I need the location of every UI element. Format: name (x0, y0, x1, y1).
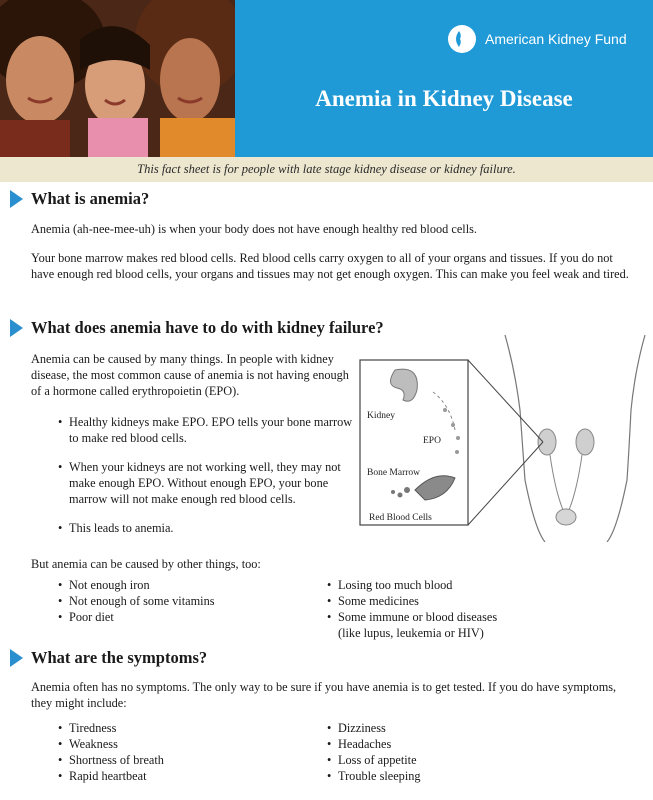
family-photo (0, 0, 235, 157)
kidney-left-icon (538, 429, 556, 455)
list-item: • Tiredness (58, 720, 313, 736)
kidney-logo-icon (447, 24, 477, 54)
list-item: • Not enough of some vitamins (58, 593, 313, 609)
epo-diagram (355, 330, 653, 542)
brand-logo (447, 24, 627, 54)
audience-note: This fact sheet is for people with late stage kidney disease or kidney failure. (0, 157, 653, 182)
list-item: • Shortness of breath (58, 752, 313, 768)
other-causes-intro: But anemia can be caused by other things, too: (31, 557, 261, 571)
list-item: • Losing too much blood (327, 577, 627, 593)
epo-label: EPO (423, 436, 441, 446)
symptoms-intro: Anemia often has no symptoms. The only way to be sure if you have anemia is to get tested. If you do have symptoms, they might include: (31, 680, 617, 710)
list-item: • Rapid heartbeat (58, 768, 313, 784)
bone-marrow-label: Bone Marrow (367, 468, 421, 478)
epo-drop-icon (451, 423, 455, 427)
kidney-bullet: • This leads to anemia. (58, 520, 359, 536)
list-item: • Trouble sleeping (327, 768, 627, 784)
list-item: • Poor diet (58, 609, 313, 625)
list-item: • Dizziness (327, 720, 627, 736)
triangle-bullet-icon (10, 649, 23, 667)
kidney-label: Kidney (367, 411, 395, 421)
family-photo-illustration (0, 0, 235, 157)
triangle-bullet-icon (10, 190, 23, 208)
bladder-icon (556, 509, 576, 525)
list-item: • Some medicines (327, 593, 627, 609)
other-causes-list-left (58, 577, 313, 625)
kidney-intro: Anemia can be caused by many things. In people with kidney disease, the most common cause of anemia is not having enough of a hormone called erythropoietin (EPO). (31, 352, 349, 398)
list-item: • Loss of appetite (327, 752, 627, 768)
list-item: • Not enough iron (58, 577, 313, 593)
kidney-bullet: • Healthy kidneys make EPO. EPO tells your bone marrow to make red blood cells. (58, 414, 359, 446)
symptoms-list-left (58, 720, 313, 784)
list-item: • Headaches (327, 736, 627, 752)
list-item: • Some immune or blood diseases (like lupus, leukemia or HIV) (327, 609, 518, 641)
other-causes-list-right (327, 577, 627, 641)
anemia-explanation: Your bone marrow makes red blood cells. Red blood cells carry oxygen to all of your organs and tissues. If you do not have enough red blood cells, your organs and tissues may not get enough oxygen. This can make you feel weak and tired. (31, 251, 629, 281)
section-heading-kidney-failure (10, 318, 384, 338)
kidney-bullet: • When your kidneys are not working well, they may not make enough EPO. Without enough EPO, your bone marrow will not make enough red blood cells. (58, 459, 359, 507)
rbc-label: Red Blood Cells (369, 513, 432, 523)
section-heading-what-is-anemia (10, 189, 149, 209)
anemia-definition: Anemia (ah-nee-mee-uh) is when your body does not have enough healthy red blood cells. (31, 222, 477, 236)
header-banner (0, 0, 653, 157)
kidney-right-icon (576, 429, 594, 455)
epo-drop-icon (443, 408, 447, 412)
page-title: Anemia in Kidney Disease (315, 86, 573, 111)
triangle-bullet-icon (10, 319, 23, 337)
section-title: What are the symptoms? (31, 648, 208, 667)
epo-drop-icon (455, 450, 459, 454)
epo-drop-icon (456, 436, 460, 440)
section-title: What does anemia have to do with kidney failure? (31, 318, 384, 337)
symptoms-list-right (327, 720, 627, 784)
list-item: • Weakness (58, 736, 313, 752)
section-heading-symptoms (10, 648, 207, 668)
brand-name: American Kidney Fund (485, 31, 627, 47)
section-title: What is anemia? (31, 189, 150, 208)
